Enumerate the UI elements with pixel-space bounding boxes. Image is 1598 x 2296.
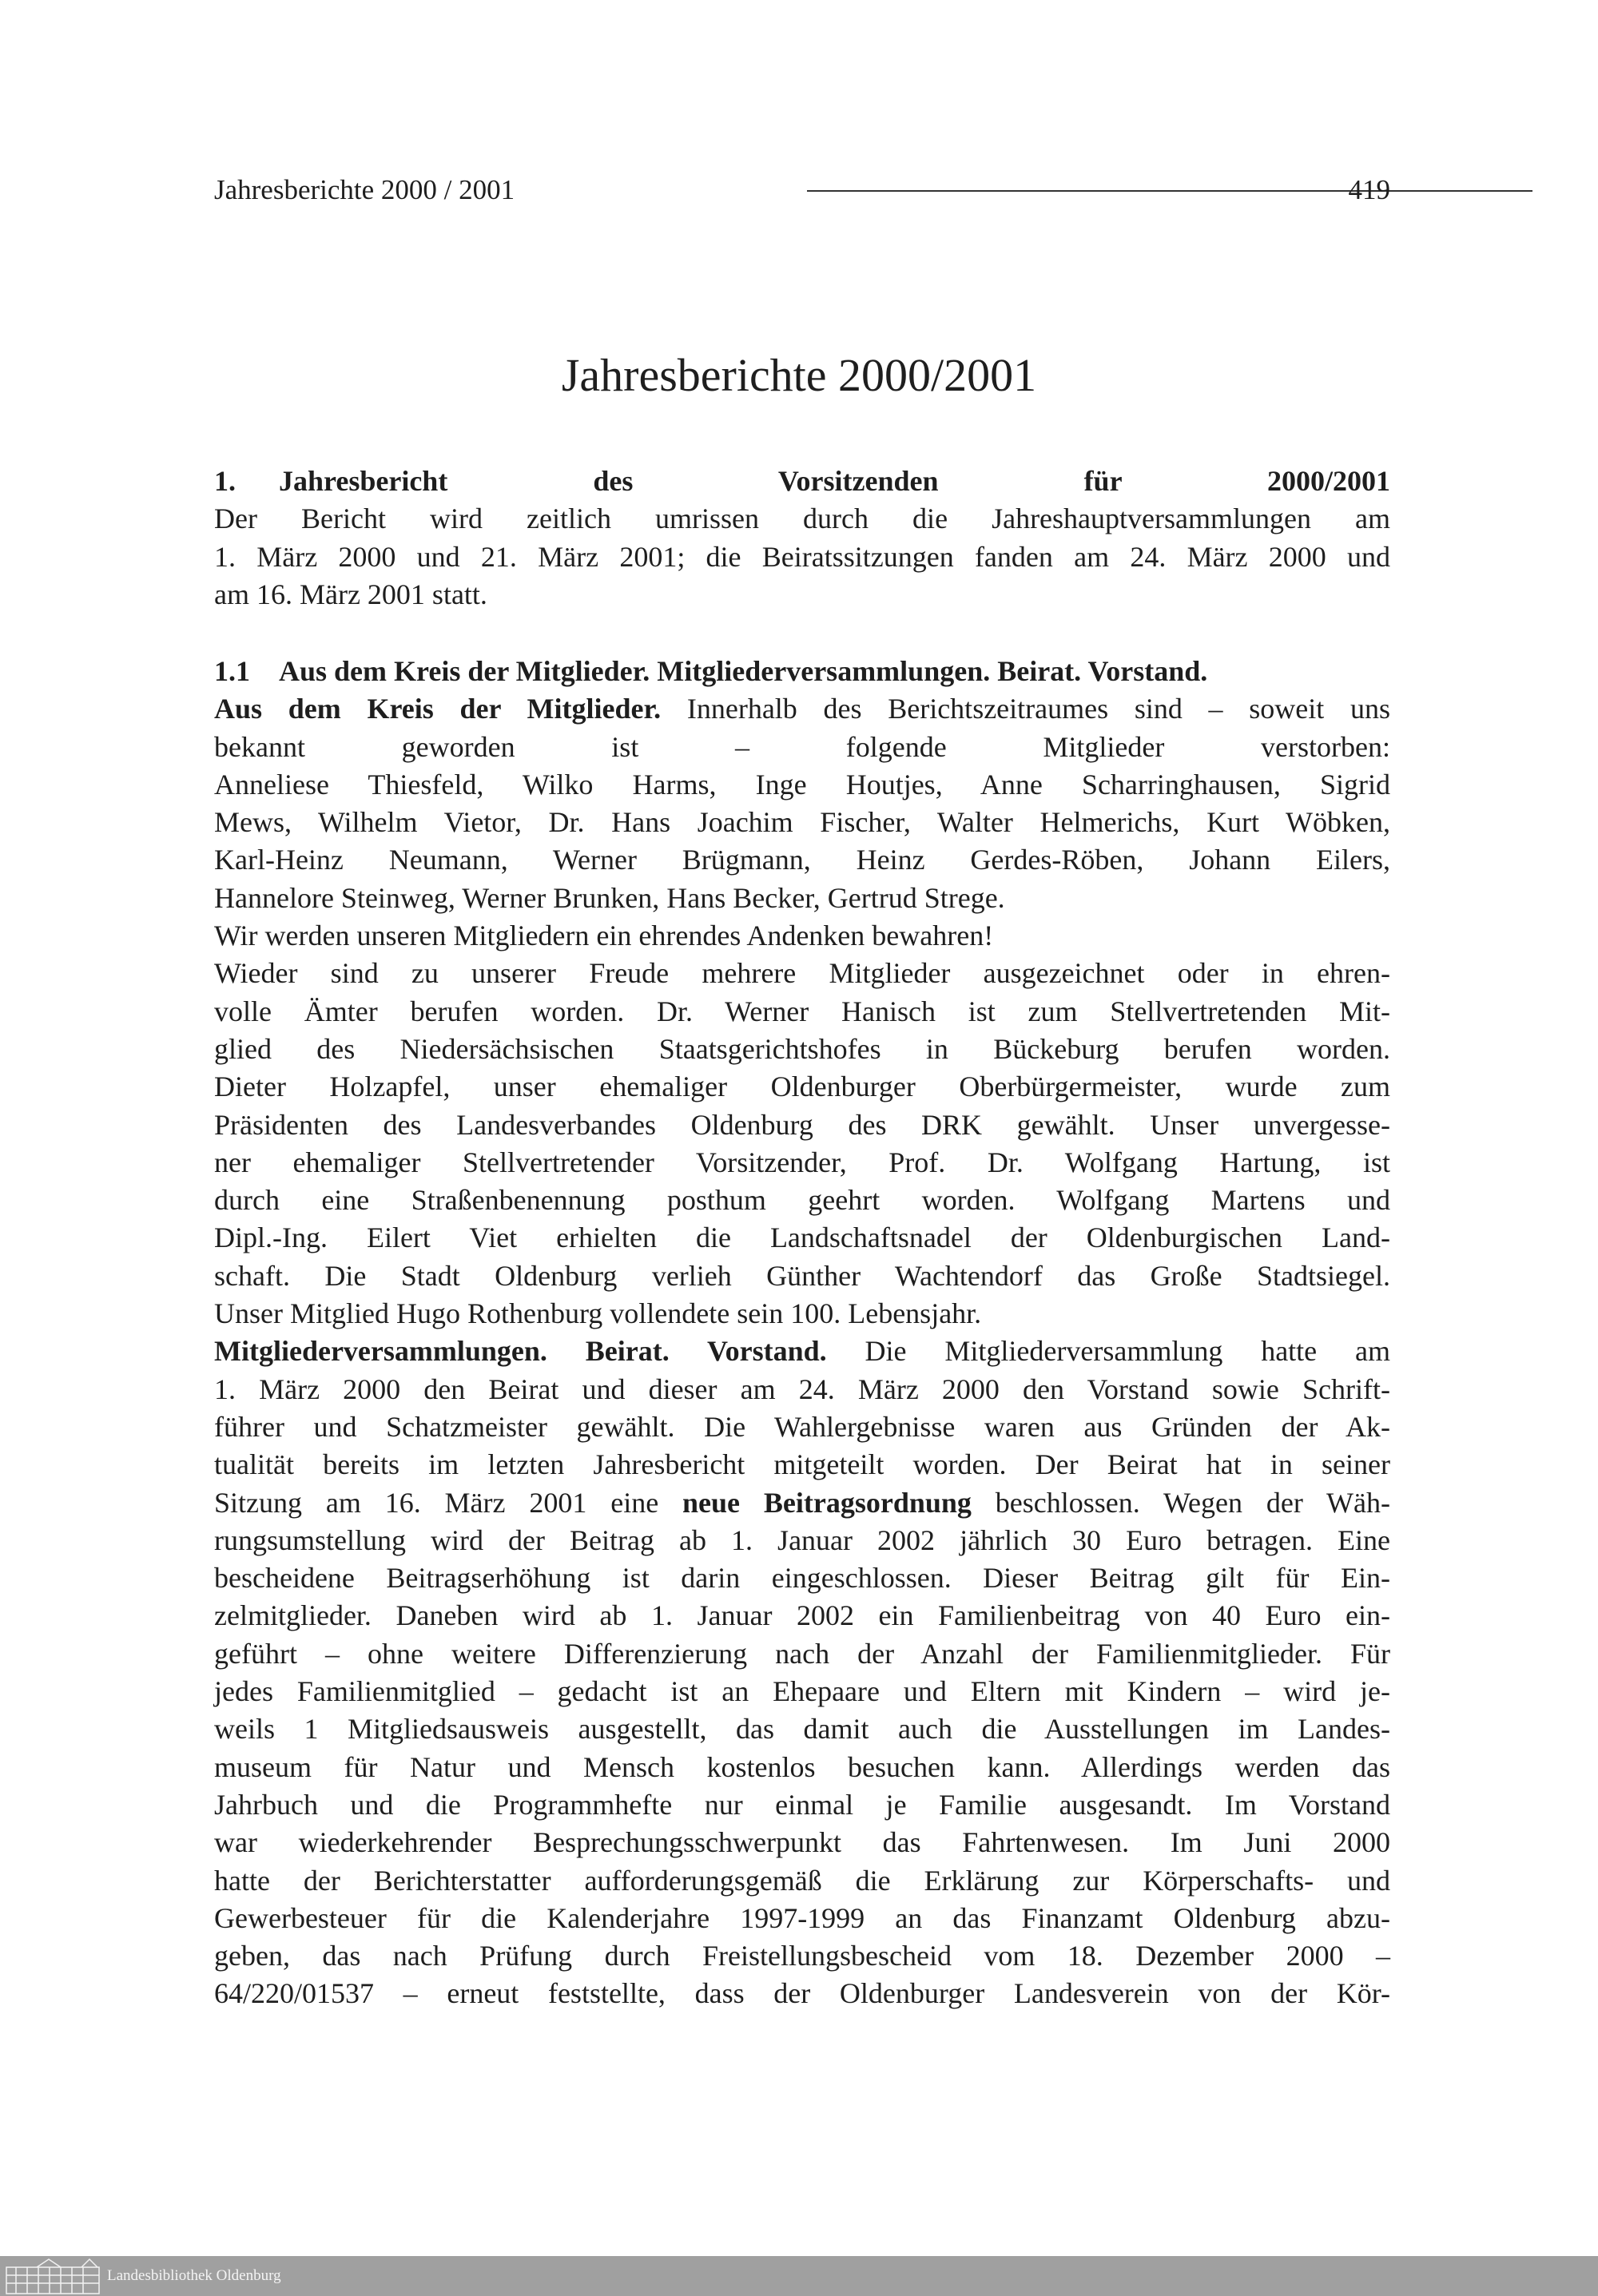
running-head-rule [807, 190, 1532, 192]
bold-run: neue Beitragsordnung [682, 1486, 972, 1519]
text-run: Wieder sind zu unserer Freude mehrere Mitglieder ausgezeichnet oder in ehren- [214, 957, 1390, 990]
text-run: Jahrbuch und die Programmhefte nur einmal je Familie ausgesandt. Im Vorstand [214, 1788, 1390, 1821]
text-run: jedes Familienmitglied – gedacht ist an Ehepaare und Eltern mit Kindern – wird je- [214, 1675, 1390, 1708]
bold-run: 1. Jahresbericht des Vorsitzenden für 2000/2001 [214, 465, 1390, 497]
bold-run: 1.1 Aus dem Kreis der Mitglieder. Mitgliederversammlungen. Beirat. Vorstand. [214, 655, 1208, 687]
text-line [214, 1559, 1390, 1597]
text-line [214, 729, 1390, 766]
text-run: ner ehemaliger Stellvertretender Vorsitzender, Prof. Dr. Wolfgang Hartung, ist [214, 1146, 1390, 1178]
text-run: zelmitglieder. Daneben wird ab 1. Januar 2002 ein Familienbeitrag von 40 Euro ein- [214, 1599, 1390, 1632]
text-line [214, 955, 1390, 992]
text-line [214, 841, 1390, 879]
page-number: 419 [1348, 174, 1390, 205]
text-run: Dipl.-Ing. Eilert Viet erhielten die Landschaftsnadel der Oldenburgischen Land- [214, 1221, 1390, 1254]
text-run: Unser Mitglied Hugo Rothenburg vollendete sein 100. Lebensjahr. [214, 1297, 982, 1330]
text-line [214, 1333, 1390, 1370]
text-line [214, 1900, 1390, 1937]
text-run: Wir werden unseren Mitgliedern ein ehrendes Andenken bewahren! [214, 920, 994, 952]
text-line [214, 1182, 1390, 1219]
bold-run: Aus dem Kreis der Mitglieder. [214, 693, 662, 725]
text-run: Anneliese Thiesfeld, Wilko Harms, Inge Houtjes, Anne Scharringhausen, Sigrid [214, 768, 1390, 800]
text-line [214, 804, 1390, 841]
text-line [214, 880, 1390, 917]
text-line [214, 1673, 1390, 1710]
text-line [214, 1597, 1390, 1635]
text-run: beschlossen. Wegen der Wäh- [971, 1486, 1390, 1519]
text-run: Mews, Wilhelm Vietor, Dr. Hans Joachim Fischer, Walter Helmerichs, Kurt Wöbken, [214, 806, 1390, 839]
text-line [214, 1219, 1390, 1257]
text-line [214, 1710, 1390, 1748]
text-run: bekannt geworden ist – folgende Mitglieder verstorben: [214, 730, 1390, 763]
text-run: 1. März 2000 den Beirat und dieser am 24. März 2000 den Vorstand sowie Schrift- [214, 1372, 1390, 1405]
text-line [214, 1975, 1390, 2012]
text-line [214, 1408, 1390, 1446]
text-run: war wiederkehrender Besprechungsschwerpunkt das Fahrtenwesen. Im Juni 2000 [214, 1826, 1390, 1859]
text-run: geführt – ohne weitere Differenzierung nach der Anzahl der Familienmitglieder. Für [214, 1637, 1390, 1670]
text-run: durch eine Straßenbenennung posthum geehrt worden. Wolfgang Martens und [214, 1184, 1390, 1217]
text-line [214, 1257, 1390, 1295]
text-line [214, 538, 1390, 576]
text-line [214, 1522, 1390, 1559]
running-head-title: Jahresberichte 2000 / 2001 [214, 174, 515, 205]
text-run: Der Bericht wird zeitlich umrissen durch die Jahreshauptversammlungen am [214, 502, 1390, 535]
text-run: tualität bereits im letzten Jahresbericht mitgeteilt worden. Der Beirat hat in seiner [214, 1448, 1390, 1481]
text-run: bescheidene Beitragserhöhung ist darin eingeschlossen. Dieser Beitrag gilt für Ein- [214, 1562, 1390, 1595]
library-name: Landesbibliothek Oldenburg [107, 2267, 281, 2284]
section-heading [214, 653, 1390, 690]
text-line [214, 1295, 1390, 1333]
text-line [214, 766, 1390, 804]
section-1-1 [214, 653, 1390, 2013]
text-run: führer und Schatzmeister gewählt. Die Wahlergebnisse waren aus Gründen der Ak- [214, 1410, 1390, 1443]
text-line [214, 1031, 1390, 1068]
text-run: am 16. März 2001 statt. [214, 578, 487, 610]
text-line [214, 1786, 1390, 1824]
text-run: Präsidenten des Landesverbandes Oldenburg des DRK gewählt. Unser unvergesse- [214, 1108, 1390, 1141]
text-run: Hannelore Steinweg, Werner Brunken, Hans Becker, Gertrud Strege. [214, 881, 1005, 914]
text-run: 1. März 2000 und 21. März 2001; die Beiratssitzungen fanden am 24. März 2000 und [214, 540, 1390, 573]
text-line [214, 917, 1390, 955]
text-line [214, 1068, 1390, 1106]
text-run: glied des Niedersächsischen Staatsgerichtshofes in Bückeburg berufen worden. [214, 1032, 1390, 1065]
page-title: Jahresberichte 2000/2001 [561, 349, 1037, 401]
library-building-icon [5, 2258, 101, 2294]
text-line [214, 1824, 1390, 1861]
text-line [214, 500, 1390, 538]
text-line [214, 1484, 1390, 1522]
running-head [214, 171, 1390, 209]
text-line [214, 1106, 1390, 1144]
text-run: volle Ämter berufen worden. Dr. Werner Hanisch ist zum Stellvertretenden Mit- [214, 995, 1390, 1027]
text-line [214, 690, 1390, 728]
text-run: Karl-Heinz Neumann, Werner Brügmann, Heinz Gerdes-Röben, Johann Eilers, [214, 844, 1390, 876]
text-run: Die Mitgliederversammlung hatte am [826, 1335, 1390, 1368]
text-run: geben, das nach Prüfung durch Freistellungsbescheid vom 18. Dezember 2000 – [214, 1940, 1390, 1972]
text-line [214, 1446, 1390, 1484]
text-line [214, 1749, 1390, 1786]
text-line [214, 1862, 1390, 1900]
text-line [214, 993, 1390, 1031]
text-run: Sitzung am 16. März 2001 eine [214, 1486, 683, 1519]
section-heading [214, 463, 1390, 500]
text-line [214, 1937, 1390, 1975]
text-run: Innerhalb des Berichtszeitraumes sind – soweit uns [661, 693, 1390, 725]
text-run: Gewerbesteuer für die Kalenderjahre 1997-1999 an das Finanzamt Oldenburg abzu- [214, 1901, 1390, 1934]
text-run: schaft. Die Stadt Oldenburg verlieh Günther Wachtendorf das Große Stadtsiegel. [214, 1259, 1390, 1292]
section-1 [214, 463, 1390, 614]
text-line [214, 1144, 1390, 1182]
text-line [214, 576, 1390, 614]
bold-run: Mitgliederversammlungen. Beirat. Vorstand. [214, 1335, 827, 1368]
text-line [214, 1371, 1390, 1408]
text-line [214, 1635, 1390, 1673]
footer-bar [0, 2256, 1598, 2296]
text-run: 64/220/01537 – erneut feststellte, dass der Oldenburger Landesverein von der Kör- [214, 1977, 1390, 2010]
text-run: weils 1 Mitgliedsausweis ausgestellt, das damit auch die Ausstellungen im Landes- [214, 1713, 1390, 1746]
text-run: Dieter Holzapfel, unser ehemaliger Oldenburger Oberbürgermeister, wurde zum [214, 1071, 1390, 1103]
text-run: hatte der Berichterstatter aufforderungsgemäß die Erklärung zur Körperschafts- und [214, 1864, 1390, 1897]
text-run: rungsumstellung wird der Beitrag ab 1. Januar 2002 jährlich 30 Euro betragen. Eine [214, 1523, 1390, 1556]
text-run: museum für Natur und Mensch kostenlos besuchen kann. Allerdings werden das [214, 1750, 1390, 1783]
